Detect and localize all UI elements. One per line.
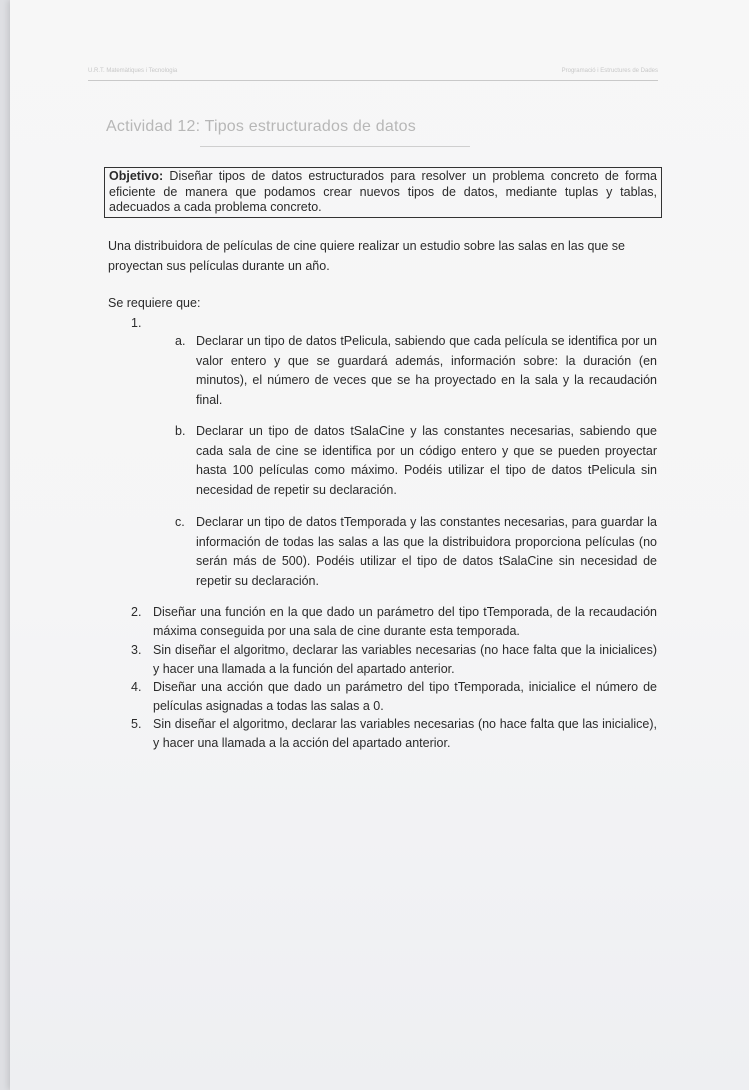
- subitem-b: [175, 422, 657, 500]
- subitem-a: [175, 332, 657, 410]
- item-1-number: 1.: [131, 316, 142, 330]
- item-text: Sin diseñar el algoritmo, declarar las variables necesarias (no hace falta que las inicialice), y hacer una llamada a la acción del apartado anterior.: [153, 717, 657, 750]
- running-header-left: U.R.T. Matemàtiques i Tecnologia: [88, 68, 178, 74]
- running-header: [88, 66, 658, 81]
- item-number: 5.: [131, 717, 142, 731]
- item-4: [131, 678, 657, 715]
- subitem-text: Declarar un tipo de datos tPelicula, sabiendo que cada película se identifica por un valor entero y que se guardará además, información sobre: la duración (en minutos), el número de veces que se ha proyectado en la sala y la recaudación final.: [196, 334, 657, 407]
- requirements-label: Se requiere que:: [108, 296, 201, 310]
- subitem-letter: c.: [175, 515, 185, 529]
- intro-paragraph: Una distribuidora de películas de cine quiere realizar un estudio sobre las salas en las que se proyectan sus películas durante un año.: [108, 239, 625, 273]
- item-text: Sin diseñar el algoritmo, declarar las variables necesarias (no hace falta que la inicialices) y hacer una llamada a la función del apartado anterior.: [153, 643, 657, 676]
- item-2: [131, 603, 657, 640]
- item-text: Diseñar una acción que dado un parámetro del tipo tTemporada, inicialice el número de películas asignadas a todas las salas a 0.: [153, 680, 657, 713]
- objective-text: Diseñar tipos de datos estructurados para resolver un problema concreto de forma eficiente de manera que podamos crear nuevos tipos de datos, mediante tuplas y tablas, adecuados a cada problema concreto.: [109, 169, 657, 214]
- subitem-text: Declarar un tipo de datos tTemporada y las constantes necesarias, para guardar la información de todas las salas a las que la distribuidora proporciona películas (no serán más de 500). Podéis utilizar el tipo de datos tSalaCine sin necesidad de repetir su declaración.: [196, 515, 657, 588]
- item-number: 3.: [131, 643, 142, 657]
- subitem-letter: a.: [175, 334, 186, 348]
- subitem-text: Declarar un tipo de datos tSalaCine y las constantes necesarias, sabiendo que cada sala de cine se identifica por un código entero y que se pueden proyectar hasta 100 películas como máximo. Podéis utilizar el tipo de datos tPelicula sin necesidad de repetir su declaración.: [196, 424, 657, 497]
- item-number: 2.: [131, 605, 142, 619]
- objective-box: [104, 167, 662, 218]
- subitem-letter: b.: [175, 424, 186, 438]
- item-text: Diseñar una función en la que dado un parámetro del tipo tTemporada, de la recaudación máxima conseguida por una sala de cine durante esta temporada.: [153, 605, 657, 638]
- item-3: [131, 641, 657, 678]
- running-header-right: Programació i Estructures de Dades: [561, 68, 658, 74]
- subitem-c: [175, 513, 657, 591]
- objective-label: Objetivo:: [109, 169, 164, 183]
- title-underline: [200, 146, 470, 147]
- activity-title: Actividad 12: Tipos estructurados de datos: [106, 118, 416, 135]
- item-5: [131, 715, 657, 752]
- item-number: 4.: [131, 680, 142, 694]
